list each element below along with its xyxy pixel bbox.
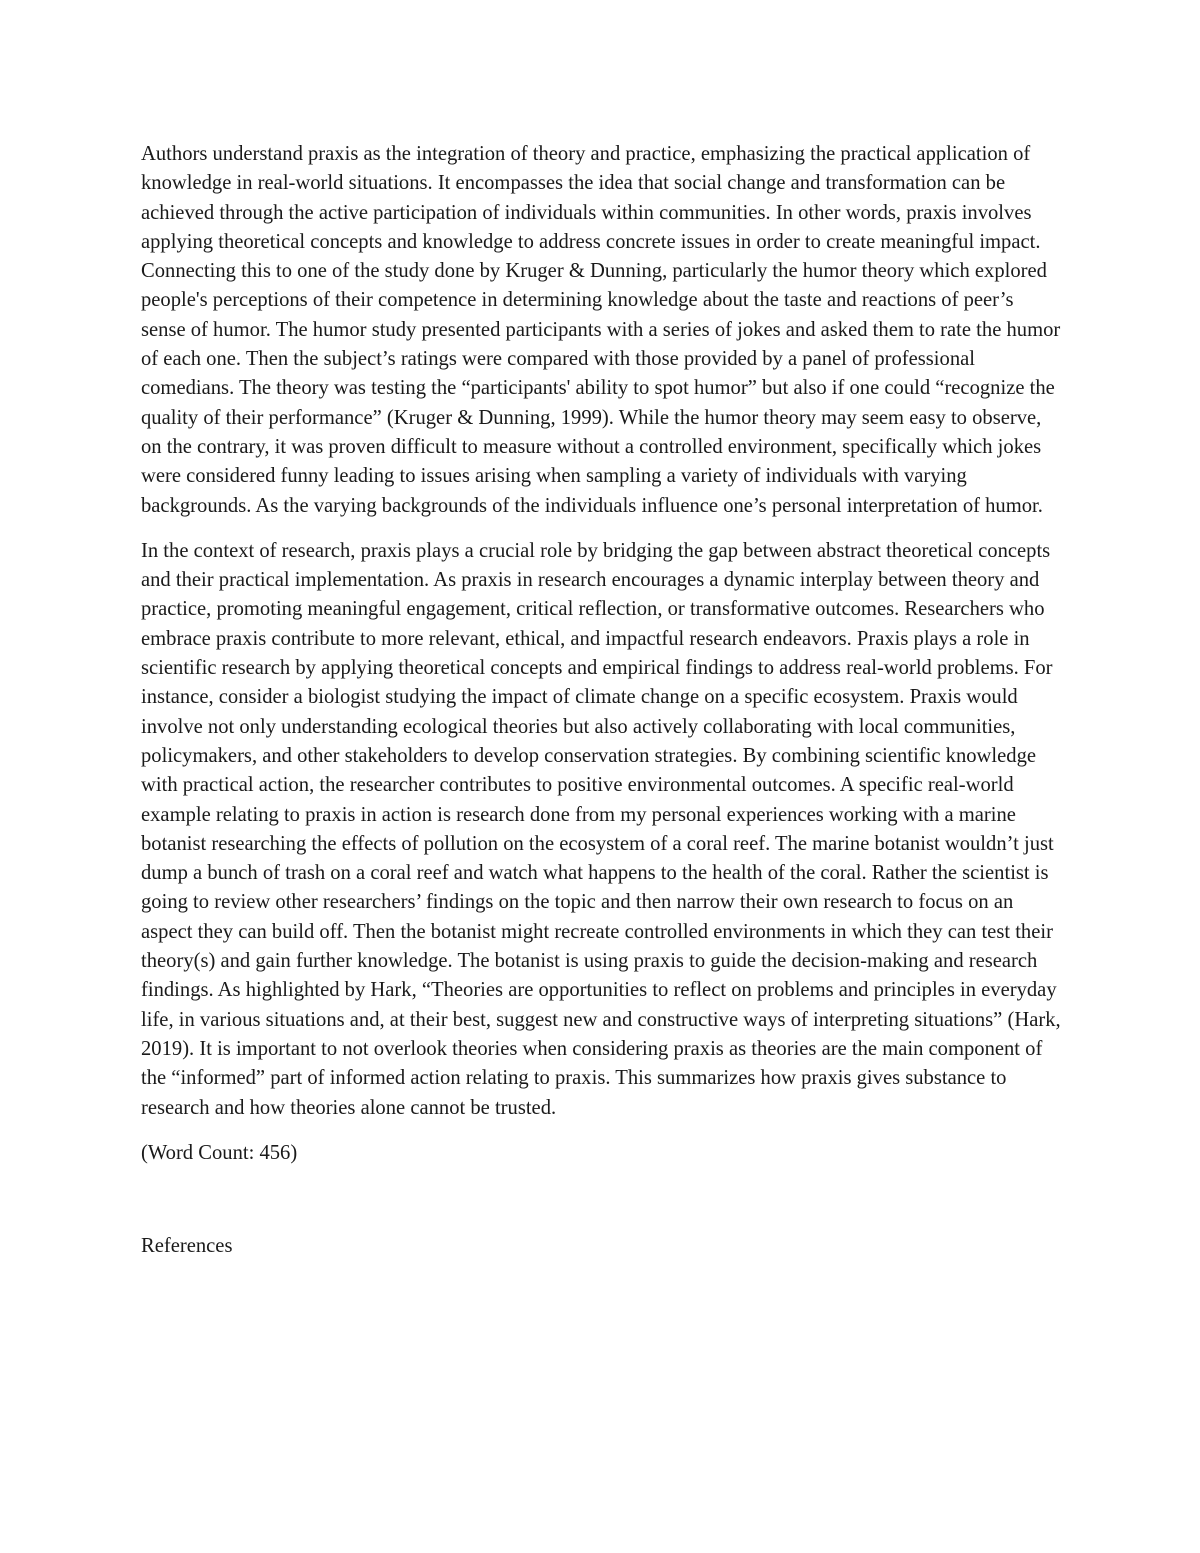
body-paragraph-2: In the context of research, praxis plays a crucial role by bridging the gap between abstract theoretical concepts and their practical implementation. As praxis in research encourages a dynamic interplay between theory and practice, promoting meaningful engagement, critical reflection, or transformative outcomes. Researchers who embrace praxis contribute to more relevant, ethical, and impactful research endeavors. Praxis plays a role in scientific research by applying theoretical concepts and empirical findings to address real-world problems. For instance, consider a biologist studying the impact of climate change on a specific ecosystem. Praxis would involve not only understanding ecological theories but also actively collaborating with local communities, policymakers, and other stakeholders to develop conservation strategies. By combining scientific knowledge with practical action, the researcher contributes to positive environmental outcomes. A specific real-world example relating to praxis in action is research done from my personal experiences working with a marine botanist researching the effects of pollution on the ecosystem of a coral reef. The marine botanist wouldn’t just dump a bunch of trash on a coral reef and watch what happens to the health of the coral. Rather the scientist is going to review other researchers’ findings on the topic and then narrow their own research to focus on an aspect they can build off. Then the botanist might recreate controlled environments in which they can test their theory(s) and gain further knowledge. The botanist is using praxis to guide the decision-making and research findings. As highlighted by Hark, “Theories are opportunities to reflect on problems and principles in everyday life, in various situations and, at their best, suggest new and constructive ways of interpreting situations” (Hark, 2019). It is important to not overlook theories when considering praxis as theories are the main component of the “informed” part of informed action relating to praxis. This summarizes how praxis gives substance to research and how theories alone cannot be trusted. [141,539,1061,1119]
body-paragraph-1: Authors understand praxis as the integration of theory and practice, emphasizing the practical application of knowledge in real-world situations. It encompasses the idea that social change and transformation can be achieved through the active participation of individuals within communities. In other words, praxis involves applying theoretical concepts and knowledge to address concrete issues in order to create meaningful impact. Connecting this to one of the study done by Kruger & Dunning, particularly the humor theory which explored people's perceptions of their competence in determining knowledge about the taste and reactions of peer’s sense of humor. The humor study presented participants with a series of jokes and asked them to rate the humor of each one. Then the subject’s ratings were compared with those provided by a panel of professional comedians. The theory was testing the “participants' ability to spot humor” but also if one could “recognize the quality of their performance” (Kruger & Dunning, 1999). While the humor theory may seem easy to observe, on the contrary, it was proven difficult to measure without a controlled environment, specifically which jokes were considered funny leading to issues arising when sampling a variety of individuals with varying backgrounds. As the varying backgrounds of the individuals influence one’s personal interpretation of humor. [141,143,1061,517]
word-count: (Word Count: 456) [141,1141,298,1164]
references-heading: References [141,1235,233,1258]
document-body [141,140,1063,1261]
